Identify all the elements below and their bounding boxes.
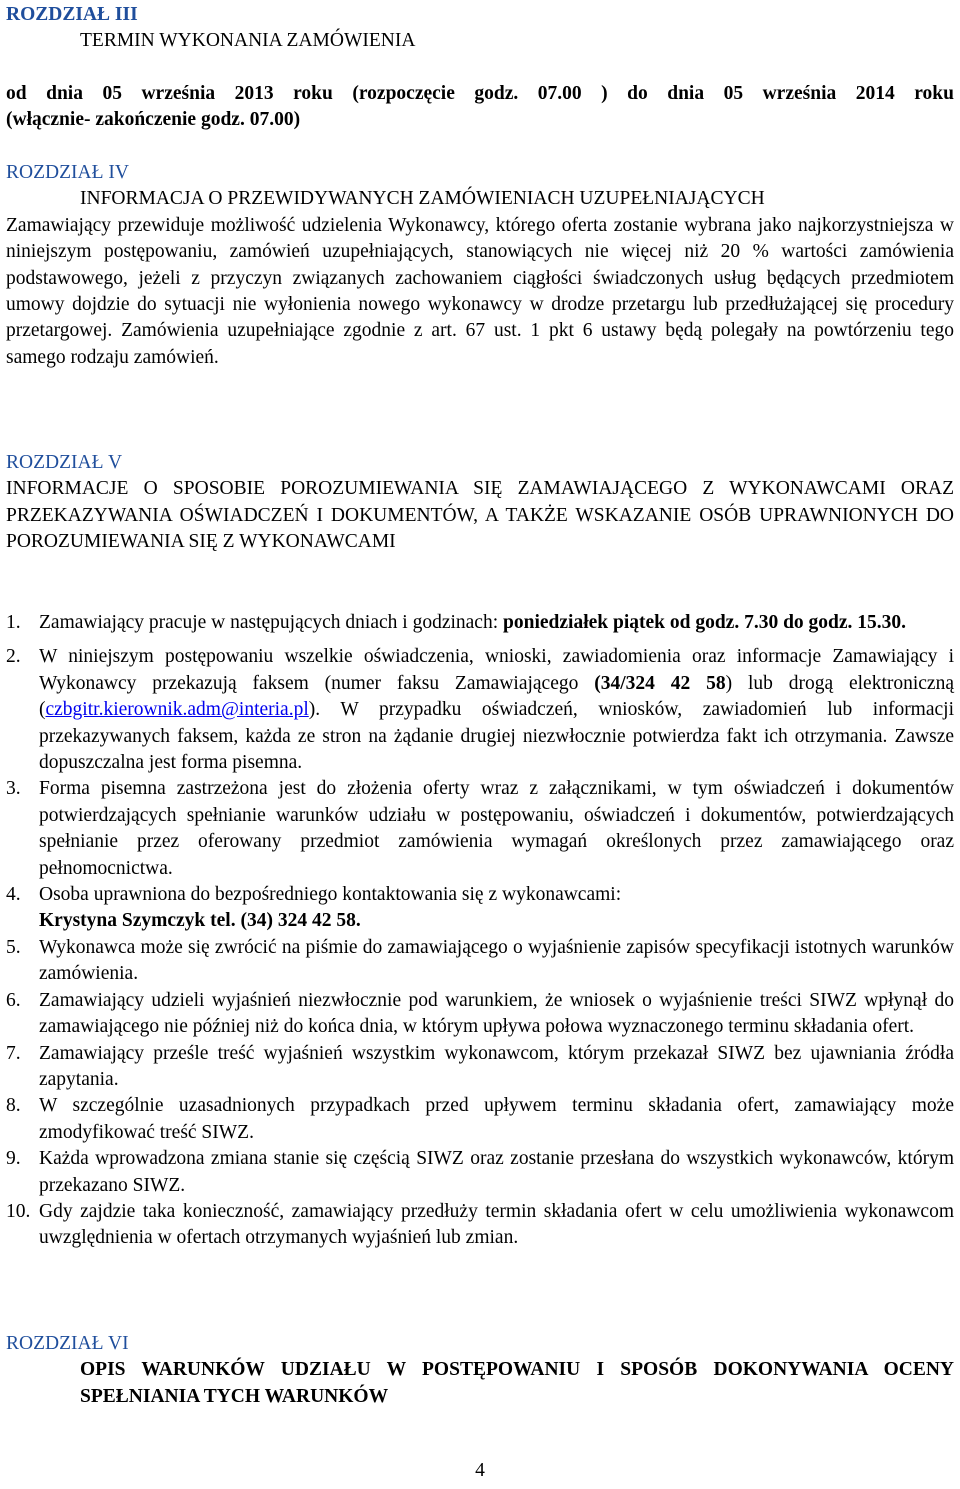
chapter-4-body: Zamawiający przewiduje możliwość udzielenia Wykonawcy, którego oferta zostanie wybrana jako najkorzystniejsza w niniejszym postępowaniu, zamówień uzupełniających, stanowiących nie więcej niż 20 % wartości zamówienia podstawowego, jeżeli z przyczyn związanych zachowaniem ciągłości świadczonych usług będących przedmiotem umowy dojdzie do sytuacji nie wyłonienia nowego wykonawcy w drodze przetargu lub przedłużającej się procedury przetargowej. Zamówienia uzupełniające zgodnie z art. 67 ust. 1 pkt 6 ustawy będą polegały na powtórzeniu tego samego rodzaju zamówień. bbox=[6, 214, 954, 368]
chapter-6 bbox=[0, 1331, 960, 1410]
item-number: 2. bbox=[6, 646, 21, 668]
chapter-4-heading: ROZDZIAŁ IV bbox=[6, 162, 129, 183]
item-text: Gdy zajdzie taka konieczność, zamawiający przedłuży termin składania ofert w celu umożliwienia wykonawcom uwzględnienia w ofertach otrzymanych wyjaśnień lub zmian. bbox=[39, 1200, 954, 1249]
list-item bbox=[6, 1041, 954, 1094]
chapter-6-heading: ROZDZIAŁ VI bbox=[6, 1333, 129, 1354]
item-bold-text: poniedziałek piątek od godz. 7.30 do godz. 15.30. bbox=[503, 612, 907, 633]
chapter-3-term-line2: (włącznie- zakończenie godz. 07.00) bbox=[6, 109, 301, 131]
fax-number: (34/324 42 58 bbox=[594, 672, 726, 694]
item-text: W niniejszym postępowaniu wszelkie oświadczenia, wnioski, zawiadomienia oraz informacje Zamawiający i Wykonawcy przekazują faksem (numer faksu Zamawiającego bbox=[39, 646, 954, 694]
contact-person: Krystyna Szymczyk tel. (34) 324 42 58. bbox=[39, 910, 361, 932]
item-number: 10. bbox=[6, 1200, 31, 1222]
item-number: 8. bbox=[6, 1095, 21, 1117]
chapter-4 bbox=[0, 160, 960, 371]
chapter-3-term-line1: od dnia 05 września 2013 roku (rozpoczęcie godz. 07.00 ) do dnia 05 września 2014 roku bbox=[6, 82, 954, 104]
item-number: 6. bbox=[6, 989, 21, 1011]
list-item bbox=[6, 610, 954, 636]
item-text: Zamawiający pracuje w następujących dniach i godzinach: bbox=[39, 612, 504, 633]
chapter-3-heading: ROZDZIAŁ III bbox=[6, 4, 138, 25]
chapter-5-list bbox=[0, 610, 960, 1252]
list-item bbox=[6, 1199, 954, 1252]
email-link[interactable]: czbgitr.kierownik.adm@interia.pl bbox=[45, 699, 309, 721]
chapter-3 bbox=[0, 2, 960, 134]
page-number: 4 bbox=[475, 1460, 485, 1481]
item-text: Zamawiający udzieli wyjaśnień niezwłocznie pod warunkiem, że wniosek o wyjaśnienie treści SIWZ wpłynął do zamawiającego nie później niż do końca dnia, w którym upływa połowa wyznaczonego terminu składania ofert. bbox=[39, 989, 954, 1038]
item-text: Zamawiający prześle treść wyjaśnień wszystkim wykonawcom, którym przekazał SIWZ bez ujawniania źródła zapytania. bbox=[39, 1042, 954, 1090]
list-item bbox=[6, 882, 954, 935]
item-number: 1. bbox=[6, 612, 21, 633]
chapter-4-title: INFORMACJA O PRZEWIDYWANYCH ZAMÓWIENIACH UZUPEŁNIAJĄCYCH bbox=[80, 188, 765, 210]
chapter-5 bbox=[0, 450, 960, 556]
item-number: 4. bbox=[6, 884, 21, 906]
item-number: 3. bbox=[6, 778, 21, 800]
item-number: 7. bbox=[6, 1042, 21, 1064]
item-text: ). W przypadku oświadczeń, wniosków, zawiadomień lub informacji przekazywanych faksem, każda ze stron na żądanie drugiej niezwłocznie potwierdza fakt ich otrzymania. Zawsze dopuszczalna jest forma pisemna. bbox=[39, 699, 954, 774]
item-text: W szczególnie uzasadnionych przypadkach przed upływem terminu składania ofert, zamawiający może zmodyfikować treść SIWZ. bbox=[39, 1095, 954, 1143]
item-text: Wykonawca może się zwrócić na piśmie do zamawiającego o wyjaśnienie zapisów specyfikacji istotnych warunków zamówienia. bbox=[39, 936, 954, 985]
item-text: Każda wprowadzona zmiana stanie się częścią SIWZ oraz zostanie przesłana do wszystkich wykonawców, którym przekazano SIWZ. bbox=[39, 1148, 954, 1196]
item-text: Osoba uprawniona do bezpośredniego kontaktowania się z wykonawcami: bbox=[39, 884, 622, 906]
list-item bbox=[6, 776, 954, 882]
item-number: 9. bbox=[6, 1148, 21, 1170]
item-text: ) lub drogą elektroniczną ( bbox=[39, 672, 954, 721]
list-item bbox=[6, 1146, 954, 1199]
list-item bbox=[6, 988, 954, 1041]
item-number: 5. bbox=[6, 936, 21, 958]
chapter-5-title: INFORMACJE O SPOSOBIE POROZUMIEWANIA SIĘ ZAMAWIAJĄCEGO Z WYKONAWCAMI ORAZ PRZEKAZYWANIA OŚWIADCZEŃ I DOKUMENTÓW, A TAKŻE WSKAZANIE OSÓB UPRAWNIONYCH DO POROZUMIEWANIA SIĘ Z WYKONAWCAMI bbox=[6, 478, 954, 553]
item-text: Forma pisemna zastrzeżona jest do złożenia oferty wraz z załącznikami, w tym oświadczeń i dokumentów potwierdzających spełnianie warunków udziału w postępowaniu, oświadczeń i dokumentów, potwierdzających spełnianie przez oferowany przedmiot zamówienia wymagań określonych przez zamawiającego oraz pełnomocnictwa. bbox=[39, 778, 954, 879]
list-item bbox=[6, 644, 954, 776]
chapter-6-title: OPIS WARUNKÓW UDZIAŁU W POSTĘPOWANIU I SPOSÓB DOKONYWANIA OCENY SPEŁNIANIA TYCH WARUNKÓW bbox=[80, 1359, 954, 1407]
chapter-5-heading: ROZDZIAŁ V bbox=[6, 452, 123, 473]
chapter-3-title: TERMIN WYKONANIA ZAMÓWIENIA bbox=[80, 30, 416, 52]
list-item bbox=[6, 935, 954, 988]
list-item bbox=[6, 1093, 954, 1146]
